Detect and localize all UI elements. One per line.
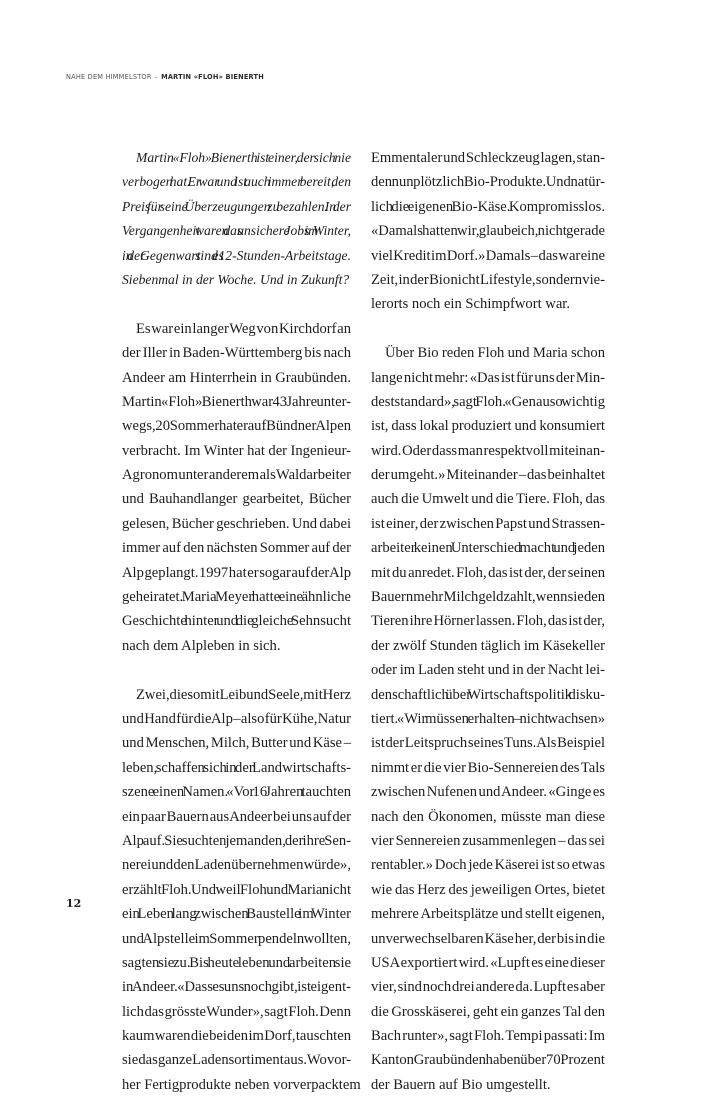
text-line: in der Gegenwart sind es 12-Stunden-Arbeitstage. [122, 247, 351, 263]
lead-paragraph [122, 146, 351, 292]
text-line: lange nicht mehr: «Das ist für uns der Min- [371, 369, 606, 386]
text-line: denschaftlich über Wirtschaftspolitik disku- [371, 686, 605, 703]
body-paragraph [122, 317, 351, 658]
text-line: USA exportiert wird. «Lupft es eine dieser [371, 954, 605, 971]
text-line: zwischen Nufenen und Andeer. «Ginge es [371, 784, 605, 801]
text-line: wird. Oder dass man respektvoll miteinan- [371, 442, 605, 459]
text-line: und Bauhandlanger gearbeitet, Bücher [122, 491, 351, 508]
text-line: wie das Herz des jeweiligen Ortes, bietet [371, 881, 606, 898]
left-column [122, 146, 361, 1097]
text-line: leben, schaffen sich in der Landwirtschafts- [122, 759, 351, 776]
body-paragraph [371, 341, 605, 1097]
running-head-separator: – [154, 73, 159, 81]
text-line: rentabler.» Doch jede Käserei ist so etwas [371, 857, 605, 874]
text-line: Agronom unter anderem als Waldarbeiter [122, 467, 351, 484]
running-head-subject: MARTIN «FLOH» BIENERTH [161, 73, 264, 81]
text-line: lich die eigenen Bio-Käse. Kompromisslos. [371, 198, 605, 215]
text-line: vier, sind noch drei andere da. Lupft es aber [371, 979, 606, 996]
text-line: nerei und den Laden übernehmen würde», [122, 857, 351, 874]
text-line: nach den Ökonomen, müsste man diese [371, 808, 605, 825]
text-line: Kanton Graubünden haben über 70 Prozent [371, 1052, 605, 1069]
text-line: mehrere Arbeitsplätze und stellt eigenen, [371, 906, 606, 923]
text-line: immer auf den nächsten Sommer auf der [122, 540, 352, 557]
text-line: Zwei, die so mit Leib und Seele, mit Herz [136, 686, 352, 703]
text-line: «Damals hatten wir, glaube ich, nicht gerade [371, 223, 605, 240]
text-line: lerorts noch ein Schimpfwort war. [371, 296, 570, 313]
text-line: die Grosskäserei, geht ein ganzes Tal den [371, 1003, 605, 1020]
text-line: viel Kredit im Dorf.» Damals – das war eine [371, 247, 606, 264]
text-line: auch die Umwelt und die Tiere. Floh, das [371, 491, 605, 508]
text-line: Siebenmal in der Woche. Und in Zukunft? [122, 271, 350, 287]
paragraph-gap [122, 292, 351, 316]
text-line: Über Bio reden Floh und Maria schon [385, 345, 606, 362]
paragraph-gap [122, 658, 351, 682]
body-paragraph [371, 146, 605, 317]
text-line: szene einen Namen. «Vor 16 Jahren tauchten [122, 784, 351, 801]
text-line: oder im Laden steht und in der Nacht lei- [371, 662, 605, 679]
text-line: Zeit, in der Bio nicht Lifestyle, sondern vie- [371, 271, 605, 288]
text-line: in Andeer. «Dass es uns noch gibt, ist eigent- [122, 979, 351, 996]
text-line: ein Leben lang zwischen Baustelle im Winter [122, 906, 351, 923]
right-column [371, 146, 605, 1097]
text-line: tiert. «Wir müssen erhalten – nicht wachsen» [371, 710, 605, 727]
text-line: unverwechselbaren Käse her, der bis in die [371, 930, 605, 947]
text-line: sagten sie zu. Bis heute leben und arbeiten sie [122, 954, 351, 971]
text-line: nach dem Alpleben in sich. [122, 637, 281, 654]
text-line: und Hand für die Alp – also für Kühe, Natur [122, 710, 351, 727]
text-line: Martin «Floh» Bienerth ist einer, der sich nie [136, 150, 351, 165]
text-line: Alp geplangt. 1997 hat er sogar auf der Alp [122, 564, 351, 581]
text-line: ein paar Bauern aus Andeer bei uns auf der [122, 808, 351, 825]
running-head-section: NAHE DEM HIMMELSTOR [66, 73, 152, 81]
text-line: der umgeht.» Miteinander – das beinhaltet [371, 467, 606, 484]
text-line: der Iller in Baden-Württemberg bis nach [122, 345, 351, 362]
text-line: Geschichte hinter und die gleiche Sehnsucht [122, 613, 352, 630]
text-line: sie das ganze Ladensortiment aus. Wo vor- [122, 1052, 351, 1069]
text-line: verbracht. Im Winter hat der Ingenieur- [122, 442, 351, 459]
page-number: 12 [66, 897, 82, 910]
paragraph-gap [371, 317, 605, 341]
text-line: Bauern mehr Milchgeld zahlt, wenn sie den [371, 589, 606, 606]
text-line: Emmentaler und Schleckzeug lagen, stan- [371, 150, 606, 166]
text-line: nimmt er die vier Bio-Sennereien des Tals [371, 759, 605, 776]
text-line: erzählt Floh. Und weil Floh und Maria nicht [122, 881, 351, 898]
text-line: Vergangenheit waren das unsichere Jobs im Winter, [122, 223, 352, 239]
text-line: deststandard», sagt Floh. «Genauso wichtig [371, 393, 605, 410]
text-line: kaum waren die beiden im Dorf, tauschten [122, 1028, 351, 1045]
text-line: verbogen hat. Er war und ist auch immer bereit, den [122, 174, 351, 190]
body-paragraph [122, 683, 361, 1097]
text-line: lich das grösste Wunder», sagt Floh. Denn [122, 1003, 352, 1020]
text-line: den nun plötzlich Bio-Produkte. Und natür- [371, 174, 605, 191]
text-line: der Bauern auf Bio umgestellt. [371, 1076, 551, 1093]
text-line: Andeer am Hinterrhein in Graubünden. [122, 369, 351, 386]
text-line: geheiratet. Maria Meyer hatte eine ähnliche [122, 589, 352, 606]
text-line: Martin «Floh» Bienerth war 43 Jahre unter- [122, 393, 351, 410]
text-line: gelesen, Bücher geschrieben. Und dabei [122, 515, 351, 532]
text-line: mit du anredet. Floh, das ist der, der seinen [371, 564, 605, 581]
text-line: Alp auf. Sie suchten jemanden, der ihre Sen- [122, 832, 351, 849]
text-line: und Alpstelle im Sommer pendeln wollten, [122, 930, 351, 947]
text-line: ist der Leitspruch seines Tuns. Als Beispiel [371, 735, 605, 752]
text-line: der zwölf Stunden täglich im Käsekeller [371, 637, 606, 654]
text-line: ist einer, der zwischen Papst und Strassen- [371, 515, 605, 532]
text-line: ist, dass lokal produziert und konsumiert [371, 418, 605, 435]
text-line: wegs, 20 Sommer hat er auf Bündner Alpen [122, 418, 351, 435]
text-line: Preis für seine Überzeugungen zu bezahlen. In der [122, 198, 351, 214]
text-line: her Fertigprodukte neben vorverpacktem [122, 1076, 361, 1093]
running-head [66, 73, 264, 81]
text-line: Tieren ihre Hörner lassen. Floh, das ist der, [371, 613, 606, 630]
text-line: vier Sennereien zusammenlegen – das sei [371, 832, 605, 849]
text-line: Es war ein langer Weg von Kirchdorf an [136, 320, 351, 337]
text-line: und Menschen, Milch, Butter und Käse – [122, 735, 351, 752]
text-line: arbeiter keinen Unterschied macht und jeden [371, 540, 606, 557]
text-line: Bach runter», sagt Floh. Tempi passati: Im [371, 1028, 605, 1045]
